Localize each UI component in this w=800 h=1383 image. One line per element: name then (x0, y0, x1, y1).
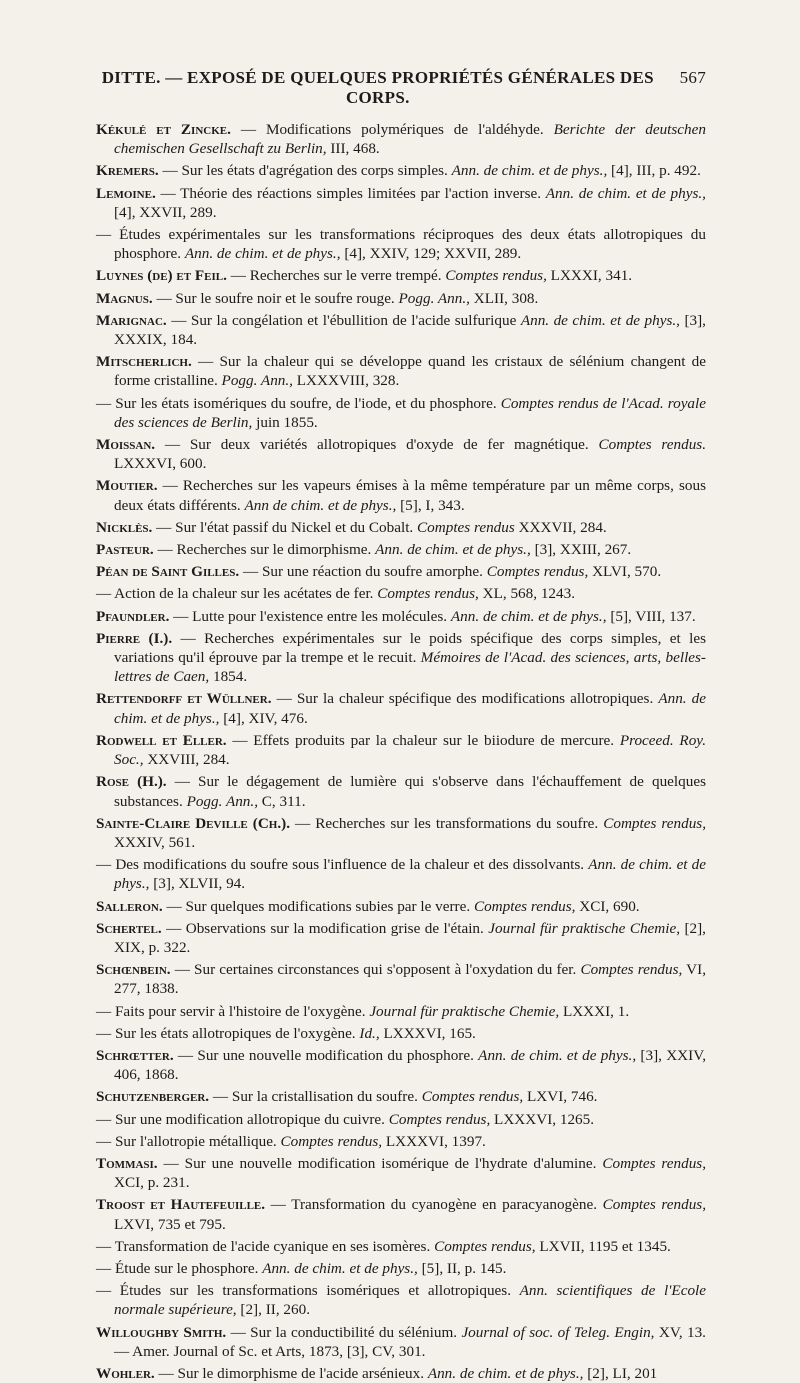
entry-title: — Sur la congélation et l'ébullition de l'acide sulfurique (166, 311, 521, 329)
entry-author: Nicklès. (96, 518, 153, 536)
bibliography-entry (96, 435, 706, 473)
entry-title: — Études expérimentales sur les transformations réciproques des deux états allotropiques du phosphore. (96, 226, 706, 263)
entry-title: — Action de la chaleur sur les acétates de fer. (96, 585, 378, 603)
entry-title: — Sur le dégagement de lumière qui s'observe dans l'échauffement de quelques substances. (114, 773, 706, 810)
entry-volume: LXXXVI, 1397. (382, 1132, 486, 1150)
bibliography-entry (96, 352, 706, 390)
bibliography-entry (96, 1259, 706, 1278)
entry-journal: Comptes rendus, (580, 961, 683, 979)
entry-title: — Effets produits par la chaleur sur le biiodure de mercure. (226, 731, 620, 749)
entry-journal: Comptes rendus, (486, 563, 589, 581)
bibliography-entry (96, 960, 706, 998)
entry-journal: Berichte der deutschen chemischen Gesellschaft zu Berlin, (114, 121, 706, 158)
bibliography-entry (96, 266, 706, 285)
entry-journal: Ann. de chim. et de phys., (184, 245, 341, 263)
entry-title: — Recherches sur les transformations du soufre. (290, 814, 604, 832)
bibliography-entry (96, 772, 706, 810)
entry-journal: Comptes rendus. (598, 436, 706, 454)
bibliography-entry (96, 584, 706, 603)
entry-volume: [4], XIV, 476. (219, 709, 308, 727)
entry-title: — Sur les états d'agrégation des corps simples. (158, 162, 452, 180)
bibliography-entry (96, 476, 706, 514)
entry-title: — Sur quelques modifications subies par le verre. (162, 897, 474, 915)
bibliography-entry (96, 562, 706, 581)
entry-title: — Transformation du cyanogène en paracyanogène. (265, 1196, 603, 1214)
entry-title: — Sur la chaleur spécifique des modifications allotropiques. (271, 690, 659, 708)
entry-title: — Sur la cristallisation du soufre. (209, 1088, 422, 1106)
entry-journal: Ann. de chim. et de phys., (427, 1364, 584, 1382)
entry-author: Wohler. (96, 1364, 155, 1382)
bibliography-entry (96, 814, 706, 852)
entry-journal: Ann. de chim. et de phys., (451, 162, 608, 180)
entry-title: — Sur une nouvelle modification du phosphore. (173, 1046, 479, 1064)
entry-title: — Recherches sur les vapeurs émises à la même température par un même corps, sous deux états différents. (114, 477, 706, 514)
entry-title: — Sur la conductibilité du sélénium. (226, 1323, 462, 1341)
bibliography-entry (96, 540, 706, 559)
bibliography-entry (96, 1002, 706, 1021)
entry-volume: [5], I, 343. (396, 496, 465, 514)
entry-title: — Sur les états allotropiques de l'oxygène. (96, 1024, 360, 1042)
bibliography-entry (96, 225, 706, 263)
bibliography-entry (96, 919, 706, 957)
running-head (96, 68, 706, 108)
entry-journal: Comptes rendus, (434, 1237, 536, 1255)
entry-author: Rodwell et Eller. (96, 731, 227, 749)
entry-journal: Comptes rendus, (445, 267, 547, 285)
entry-author: Pierre (I.). (96, 629, 173, 647)
entry-journal: Ann. de chim. et de phys., (262, 1259, 418, 1277)
entry-title: — Sur l'état passif du Nickel et du Cobalt. (152, 518, 418, 536)
entry-journal: Ann. de chim. et de phys., (114, 690, 706, 727)
entry-author: Schutzenberger. (96, 1088, 210, 1106)
running-head-title: DITTE. — EXPOSÉ DE QUELQUES PROPRIÉTÉS GÉNÉRALES DES CORPS. (101, 68, 654, 107)
entry-journal: Comptes rendus, (473, 897, 576, 915)
entry-title: — Études sur les transformations isomériques et allotropiques. (96, 1282, 520, 1300)
entry-volume: 1854. (209, 668, 248, 686)
bibliography-entry (96, 607, 706, 626)
entry-title: — Sur deux variétés allotropiques d'oxyde de fer magnétique. (155, 436, 599, 454)
entry-author: Mitscherlich. (96, 353, 192, 371)
entry-title: — Sur une réaction du soufre amorphe. (239, 563, 487, 581)
bibliography-entry (96, 184, 706, 222)
entry-volume: [4], XXIV, 129; XXVII, 289. (340, 245, 522, 263)
entry-volume: LXXXVIII, 328. (292, 372, 400, 390)
entry-volume: LXXXI, 1. (559, 1002, 630, 1020)
entry-title: — Sur une modification allotropique du cuivre. (96, 1110, 389, 1128)
page-number: 567 (679, 68, 706, 87)
entry-author: Schrœtter. (96, 1046, 174, 1064)
entry-journal: Journal of soc. of Teleg. Engin, (461, 1323, 655, 1341)
bibliography-entry (96, 731, 706, 769)
entry-author: Rettendorff et Wüllner. (96, 690, 272, 708)
bibliography-entry (96, 629, 706, 687)
entry-journal: Pogg. Ann., (398, 289, 470, 307)
entry-volume: [2], II, 260. (236, 1301, 310, 1319)
entry-volume: XCI, p. 231. (114, 1174, 190, 1192)
entry-journal: Comptes rendus, (377, 585, 479, 603)
bibliography-entry (96, 518, 706, 537)
bibliography-entry (96, 1195, 706, 1233)
entry-volume: [2], LI, 201 (583, 1364, 658, 1382)
entry-volume: XCI, 690. (575, 897, 640, 915)
bibliography-entry (96, 120, 706, 158)
bibliography-entry (96, 1046, 706, 1084)
entry-title: — Des modifications du soufre sous l'influence de la chaleur et des dissolvants. (96, 856, 589, 874)
entry-volume: LXVI, 746. (523, 1088, 598, 1106)
bibliography-entry (96, 394, 706, 432)
entry-author: Pasteur. (96, 541, 154, 559)
entry-title: — Lutte pour l'existence entre les molécules. (169, 607, 451, 625)
entry-title: — Sur certaines circonstances qui s'opposent à l'oxydation du fer. (170, 961, 581, 979)
entry-volume: VI, 277, 1838. (114, 961, 706, 998)
entry-title: — Recherches sur le verre trempé. (226, 267, 446, 285)
entry-author: Kremers. (96, 162, 159, 180)
entry-journal: Proceed. Roy. Soc., (114, 731, 706, 769)
entry-journal: Comptes rendus, (388, 1110, 491, 1128)
entry-title: — Sur l'allotropie métallique. (96, 1132, 281, 1150)
entry-volume: XL, 568, 1243. (478, 585, 575, 603)
entry-volume: C, 311. (258, 792, 306, 810)
entry-author: Sainte-Claire Deville (Ch.). (96, 814, 291, 832)
entry-journal: Id., (359, 1024, 380, 1042)
entry-volume: XLII, 308. (469, 289, 539, 307)
entry-author: Moutier. (96, 477, 158, 495)
bibliography-entry (96, 1024, 706, 1043)
entry-journal: Comptes rendus, (603, 814, 706, 832)
bibliography-entry (96, 161, 706, 180)
entry-volume: LXXXI, 341. (546, 267, 633, 285)
bibliography-entry (96, 311, 706, 349)
entry-author: Marignac. (96, 311, 167, 329)
entry-volume: XV, 13. — Amer. Journal of Sc. et Arts, 1873, [3], CV, 301. (114, 1323, 706, 1360)
entry-title: — Sur les états isomériques du soufre, de l'iode, et du phosphore. (96, 394, 501, 412)
entry-journal: Ann. de chim. et de phys., (114, 856, 707, 893)
bibliography-entry (96, 1132, 706, 1151)
entry-volume: [3], XLVII, 94. (149, 875, 246, 893)
entry-volume: III, 468. (326, 140, 380, 158)
entry-author: Magnus. (96, 289, 153, 307)
entry-volume: juin 1855. (252, 413, 318, 431)
entry-volume: LXVII, 1195 et 1345. (535, 1237, 671, 1255)
entry-volume: XXXVII, 284. (514, 518, 607, 536)
entry-volume: [5], II, p. 145. (417, 1259, 507, 1277)
entry-volume: [3], XXIII, 267. (530, 541, 632, 559)
entry-author: Troost et Hautefeuille. (96, 1196, 266, 1214)
entry-title: — Observations sur la modification grise de l'étain. (161, 919, 489, 937)
entry-author: Willoughby Smith. (96, 1323, 227, 1341)
bibliography-entry (96, 689, 706, 727)
entry-title: — Sur une nouvelle modification isomérique de l'hydrate d'alumine. (157, 1154, 603, 1172)
entry-journal: Comptes rendus, (602, 1196, 707, 1214)
bibliography-entry (96, 1087, 706, 1106)
bibliography-entry (96, 1110, 706, 1129)
entry-author: Rose (H.). (96, 773, 167, 791)
entry-title: — Sur le soufre noir et le soufre rouge. (152, 289, 399, 307)
entry-journal: Mémoires de l'Acad. des sciences, arts, belles-lettres de Caen, (114, 649, 706, 686)
bibliography-entry (96, 855, 706, 893)
entry-journal: Ann. scientifiques de l'Ecole normale supérieure, (114, 1282, 706, 1319)
entry-title: — Théorie des réactions simples limitées par l'action inverse. (155, 184, 546, 202)
entry-journal: Ann. de chim. et de phys., (375, 541, 531, 559)
entry-journal: Ann. de chim. et de phys., (520, 311, 680, 329)
entry-journal: Comptes rendus, (602, 1154, 707, 1172)
bibliography-entry (96, 1323, 706, 1361)
entry-volume: LXVI, 735 et 795. (114, 1215, 226, 1233)
entry-author: Lemoine. (96, 184, 156, 202)
entry-author: Schœnbein. (96, 961, 171, 979)
entry-title: — Recherches expérimentales sur le poids spécifique des corps simples, et les variations qu'il éprouve par la trempe et le recuit. (114, 629, 706, 667)
entry-title: — Modifications polymériques de l'aldéhyde. (230, 121, 554, 138)
entry-author: Schertel. (96, 919, 162, 937)
entry-volume: [5], VIII, 137. (606, 607, 696, 625)
entry-volume: [4], III, p. 492. (607, 162, 701, 180)
entry-title: — Sur le dimorphisme de l'acide arsénieux. (154, 1364, 428, 1382)
entry-author: Péan de Saint Gilles. (96, 563, 240, 581)
entry-volume: [3], XXIV, 406, 1868. (114, 1046, 706, 1084)
entry-author: Pfaundler. (96, 607, 170, 625)
entry-volume: LXXXVI, 1265. (490, 1110, 595, 1128)
entry-volume: XXVIII, 284. (143, 751, 230, 769)
entry-journal: Comptes rendus de l'Acad. royale des sciences de Berlin, (114, 394, 706, 431)
entry-author: Kékulé et Zincke. (96, 121, 231, 138)
entry-author: Salleron. (96, 897, 163, 915)
bibliography-entry (96, 1237, 706, 1256)
entry-journal: Ann. de chim. et de phys., (545, 184, 706, 202)
entry-title: — Recherches sur le dimorphisme. (153, 541, 376, 559)
entry-journal: Comptes rendus, (421, 1088, 524, 1106)
entry-journal: Ann de chim. et de phys., (244, 496, 397, 514)
entry-journal: Journal für praktische Chemie, (369, 1002, 560, 1020)
entry-title: — Transformation de l'acide cyanique en ses isomères. (96, 1237, 435, 1255)
entry-title: — Sur la chaleur qui se développe quand les cristaux de sélénium changent de forme cristalline. (114, 353, 706, 390)
entry-volume: [3], XXXIX, 184. (114, 311, 706, 349)
entry-volume: [4], XXVII, 289. (114, 203, 217, 221)
bibliography-entry (96, 897, 706, 916)
entry-volume: XXXIV, 561. (114, 833, 196, 851)
entry-journal: Ann. de chim. et de phys., (450, 607, 607, 625)
entry-journal: Ann. de chim. et de phys., (478, 1046, 637, 1064)
entry-title: — Étude sur le phosphore. (96, 1259, 263, 1277)
entry-volume: XLVI, 570. (588, 563, 662, 581)
bibliography-entry (96, 1364, 706, 1383)
entry-journal: Comptes rendus, (280, 1132, 383, 1150)
entry-journal: Journal für praktische Chemie, (488, 919, 681, 937)
entry-journal: Pogg. Ann., (186, 792, 258, 810)
entry-volume: [2], XIX, p. 322. (114, 919, 706, 956)
bibliography-entry (96, 1154, 706, 1192)
entry-volume: LXXXVI, 600. (114, 455, 207, 473)
entry-author: Tommasi. (96, 1154, 158, 1172)
entry-author: Moissan. (96, 436, 156, 454)
bibliography-list (96, 120, 706, 1383)
bibliography-entry (96, 1281, 706, 1319)
entry-title: — Faits pour servir à l'histoire de l'oxygène. (96, 1002, 370, 1020)
entry-journal: Comptes rendus (417, 518, 515, 536)
bibliography-entry (96, 289, 706, 308)
entry-volume: LXXXVI, 165. (379, 1024, 476, 1042)
entry-author: Luynes (de) et Feil. (96, 267, 227, 285)
entry-journal: Pogg. Ann., (221, 372, 293, 390)
